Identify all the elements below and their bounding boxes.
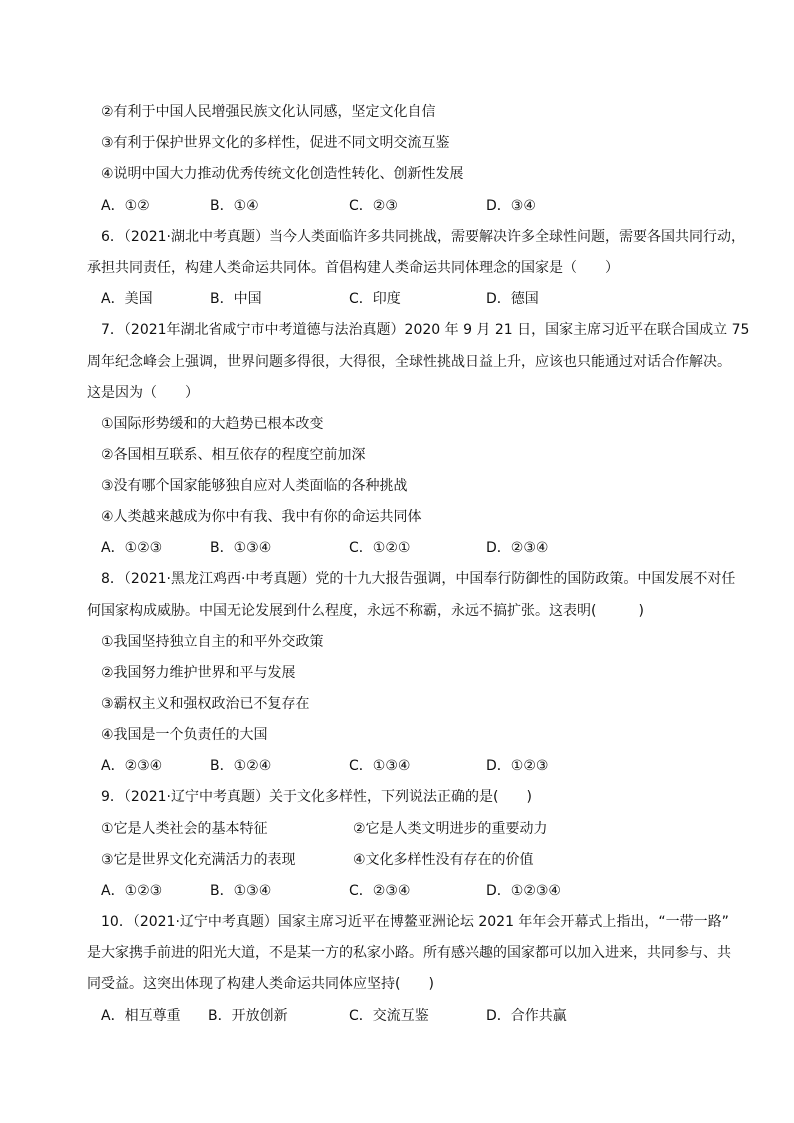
q5-option-b[interactable]: B．①④ [210, 198, 259, 214]
q9-statement-3: ③它是世界文化充满活力的表现 [101, 852, 296, 868]
q9-option-a[interactable]: A．①②③ [101, 883, 163, 899]
q9-statement-4: ④文化多样性没有存在的价值 [353, 852, 534, 868]
q6-option-d[interactable]: D．德国 [486, 291, 539, 307]
q10-options [101, 1006, 701, 1026]
q6-option-b[interactable]: B．中国 [210, 291, 262, 307]
q10-option-c[interactable]: C．交流互鉴 [349, 1008, 429, 1024]
q6-options [101, 289, 701, 309]
q6-stem-line-2: 承担共同责任，构建人类命运共同体。首倡构建人类命运共同体理念的国家是（ ） [87, 260, 619, 276]
q8-statement-4: ④我国是一个负责任的大国 [101, 727, 268, 743]
q9-statement-2: ②它是人类文明进步的重要动力 [353, 821, 548, 837]
q6-option-a[interactable]: A．美国 [101, 291, 153, 307]
q7-statement-3: ③没有哪个国家能够独自应对人类面临的各种挑战 [101, 478, 408, 494]
q9-option-b[interactable]: B．①③④ [210, 883, 272, 899]
q9-option-d[interactable]: D．①②③④ [486, 883, 561, 899]
q6-stem-line-1: 6．（2021·湖北中考真题）当今人类面临许多共同挑战，需要解决许多全球性问题，需要各国共同行动， [101, 229, 745, 245]
q8-statement-3: ③霸权主义和强权政治已不复存在 [101, 696, 310, 712]
q5-option-a[interactable]: A．①② [101, 198, 150, 214]
q8-statement-1: ①我国坚持独立自主的和平外交政策 [101, 634, 324, 650]
q10-option-b[interactable]: B．开放创新 [208, 1008, 288, 1024]
q8-stem-line-2: 何国家构成威胁。中国无论发展到什么程度，永远不称霸，永远不搞扩张。这表明( ) [87, 603, 644, 619]
q8-option-c[interactable]: C．①③④ [349, 758, 411, 774]
q8-option-d[interactable]: D．①②③ [486, 758, 549, 774]
q5-statement-4: ④说明中国大力推动优秀传统文化创造性转化、创新性发展 [101, 166, 464, 182]
q10-option-d[interactable]: D．合作共赢 [486, 1008, 567, 1024]
q9-statement-1: ①它是人类社会的基本特征 [101, 821, 268, 837]
q7-option-c[interactable]: C．①②① [349, 540, 411, 556]
q5-options [101, 196, 701, 216]
q5-statement-3: ③有利于保护世界文化的多样性，促进不同文明交流互鉴 [101, 135, 450, 151]
q10-stem-line-3: 同受益。这突出体现了构建人类命运共同体应坚持( ) [87, 976, 434, 992]
q8-options [101, 756, 701, 776]
q8-statement-2: ②我国努力维护世界和平与发展 [101, 665, 296, 681]
q9-options [101, 881, 701, 901]
q7-statement-4: ④人类越来越成为你中有我、我中有你的命运共同体 [101, 509, 422, 525]
q8-stem-line-1: 8．（2021·黑龙江鸡西·中考真题）党的十九大报告强调，中国奉行防御性的国防政策。中国发展不对任 [101, 571, 736, 587]
q10-option-a[interactable]: A．相互尊重 [101, 1008, 181, 1024]
q10-stem-line-2: 是大家携手前进的阳光大道，不是某一方的私家小路。所有感兴趣的国家都可以加入进来，共同参与、共 [87, 945, 731, 961]
q8-option-b[interactable]: B．①②④ [210, 758, 272, 774]
q10-stem-line-1: 10．（2021·辽宁中考真题）国家主席习近平在博鳌亚洲论坛 2021 年年会开幕式上指出，“一带一路” [101, 914, 729, 930]
q5-option-d[interactable]: D．③④ [486, 198, 536, 214]
q5-statement-2: ②有利于中国人民增强民族文化认同感，坚定文化自信 [101, 104, 436, 120]
q7-option-b[interactable]: B．①③④ [210, 540, 272, 556]
q9-statements-row-2 [101, 850, 534, 870]
q5-option-c[interactable]: C．②③ [349, 198, 398, 214]
q7-statement-1: ①国际形势缓和的大趋势已根本改变 [101, 416, 324, 432]
q8-option-a[interactable]: A．②③④ [101, 758, 163, 774]
q7-options [101, 538, 701, 558]
q7-option-d[interactable]: D．②③④ [486, 540, 549, 556]
q7-option-a[interactable]: A．①②③ [101, 540, 163, 556]
q6-option-c[interactable]: C．印度 [349, 291, 401, 307]
q7-stem-line-1: 7．（2021年湖北省咸宁市中考道德与法治真题）2020 年 9 月 21 日，国家主席习近平在联合国成立 75 [101, 322, 750, 338]
q9-stem-line-1: 9．（2021·辽宁中考真题）关于文化多样性，下列说法正确的是( ) [101, 789, 532, 805]
q7-stem-line-2: 周年纪念峰会上强调，世界问题多得很，大得很，全球性挑战日益上升，应该也只能通过对话合作解决。 [87, 354, 731, 370]
q9-option-c[interactable]: C．②③④ [349, 883, 411, 899]
q7-statement-2: ②各国相互联系、相互依存的程度空前加深 [101, 447, 366, 463]
q7-stem-line-3: 这是因为（ ） [87, 385, 199, 401]
q9-statements-row-1 [101, 819, 548, 839]
